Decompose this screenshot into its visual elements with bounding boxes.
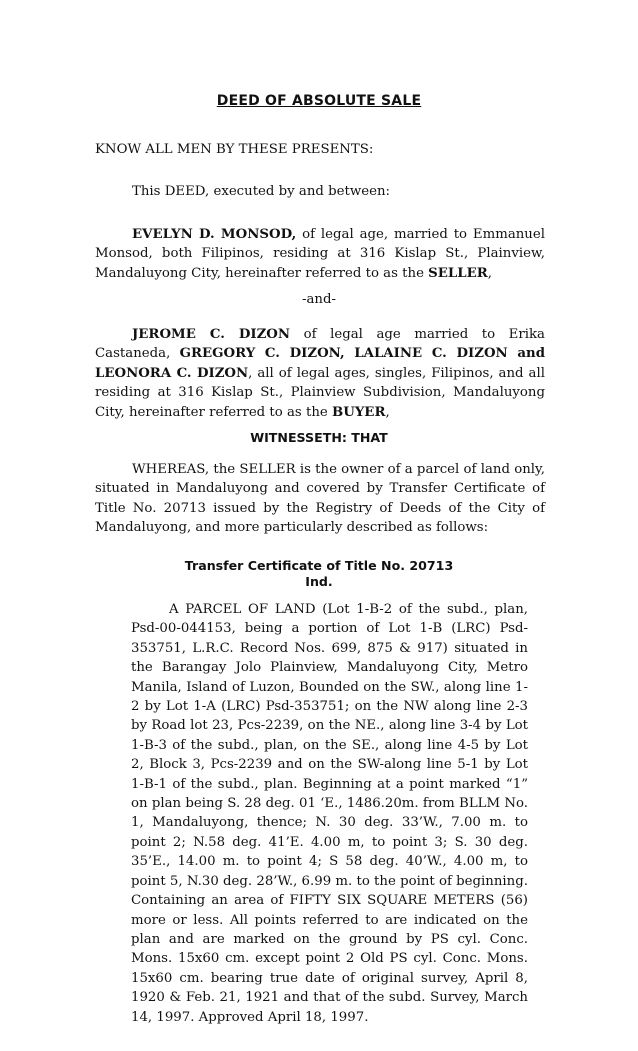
seller-text: of legal age, married to Emmanuel Monsod, both Filipinos, residing at 316 Kislap St., Plainview, Mandaluyong City, hereinafter referred to as the bbox=[95, 227, 545, 281]
tct-subheading: Ind. bbox=[305, 574, 333, 589]
and-separator: -and- bbox=[302, 292, 336, 307]
buyer-text-2: , all of legal ages, singles, Filipinos, and all residing at 316 Kislap St., Plainview Subdivision, Mandaluyong City, hereinafter referred to as the bbox=[95, 365, 545, 420]
witnesseth-heading: WITNESSETH: THAT bbox=[250, 430, 388, 445]
parcel-description: A PARCEL OF LAND (Lot 1-B-2 of the subd., plan, Psd-00-044153, being a portion of Lot 1-B (LRC) Psd-353751, L.R.C. Record Nos. 699, 875 & 917) situated in the Barangay Jolo Plainview, Mandaluyong City, Metro Manila, Island of Luzon, Bounded on the SW., along line 1-2 by Lot 1-A (LRC) Psd-353751; on the NW along line 2-3 by Road lot 23, Pcs-2239, on the NE., along line 3-4 by Lot 1-B-3 of the subd., plan, on the SE., along line 4-5 by Lot 2, Block 3, Pcs-2239 and on the SW-along line 5-1 by Lot 1-B-1 of the subd., plan. Beginning at a point marked “1” on plan being S. 28 deg. 01 ‘E., 1486.20m. from BLLM No. 1, Mandaluyong, thence; N. 30 deg. 33’W., 7.00 m. to point 2; N.58 deg. 41’E. 4.00 m, to point 3; S. 30 deg. 35’E., 14.00 m. to point 4; S 58 deg. 40’W., 4.00 m, to point 5, N.30 deg. 28’W., 6.99 m. to the point of beginning. Containing an area of FIFTY SIX SQUARE METERS (56) more or less. All points referred to are indicated on the plan and are marked on the ground by PS cyl. Conc. Mons. 15x60 cm. except point 2 Old PS cyl. Conc. Mons. 15x60 cm. bearing true date of original survey, April 8, 1920 & Feb. 21, 1921 and that of the subd. Survey, March 14, 1997. Approved April 18, 1997. bbox=[131, 602, 528, 1025]
buyer-end: , bbox=[385, 404, 390, 420]
whereas-paragraph: WHEREAS, the SELLER is the owner of a parcel of land only, situated in Mandaluyong and covered by Transfer Certificate of Title No. 20713 issued by the Registry of Deeds of the City of Mandaluyong, and more particularly described as follows: bbox=[95, 462, 545, 536]
tct-heading: Transfer Certificate of Title No. 20713 bbox=[184, 558, 454, 573]
buyer-names-secondary: GREGORY C. DIZON, LALAINE C. DIZON and LEONORA C. DIZON bbox=[95, 346, 545, 381]
seller-paragraph bbox=[95, 225, 545, 283]
opening-line: KNOW ALL MEN BY THESE PRESENTS: bbox=[95, 142, 374, 157]
seller-end: , bbox=[487, 265, 493, 281]
seller-role: SELLER bbox=[428, 265, 488, 281]
document-title: DEED OF ABSOLUTE SALE bbox=[216, 93, 422, 109]
buyer-paragraph bbox=[95, 325, 545, 422]
buyer-role: BUYER bbox=[331, 404, 386, 420]
buyer-text-1: of legal age married to Erika Castaneda, bbox=[95, 327, 545, 362]
buyer-name-primary: JEROME C. DIZON bbox=[132, 327, 291, 342]
intro-line: This DEED, executed by and between: bbox=[132, 184, 391, 199]
seller-name: EVELYN D. MONSOD, bbox=[132, 227, 297, 242]
